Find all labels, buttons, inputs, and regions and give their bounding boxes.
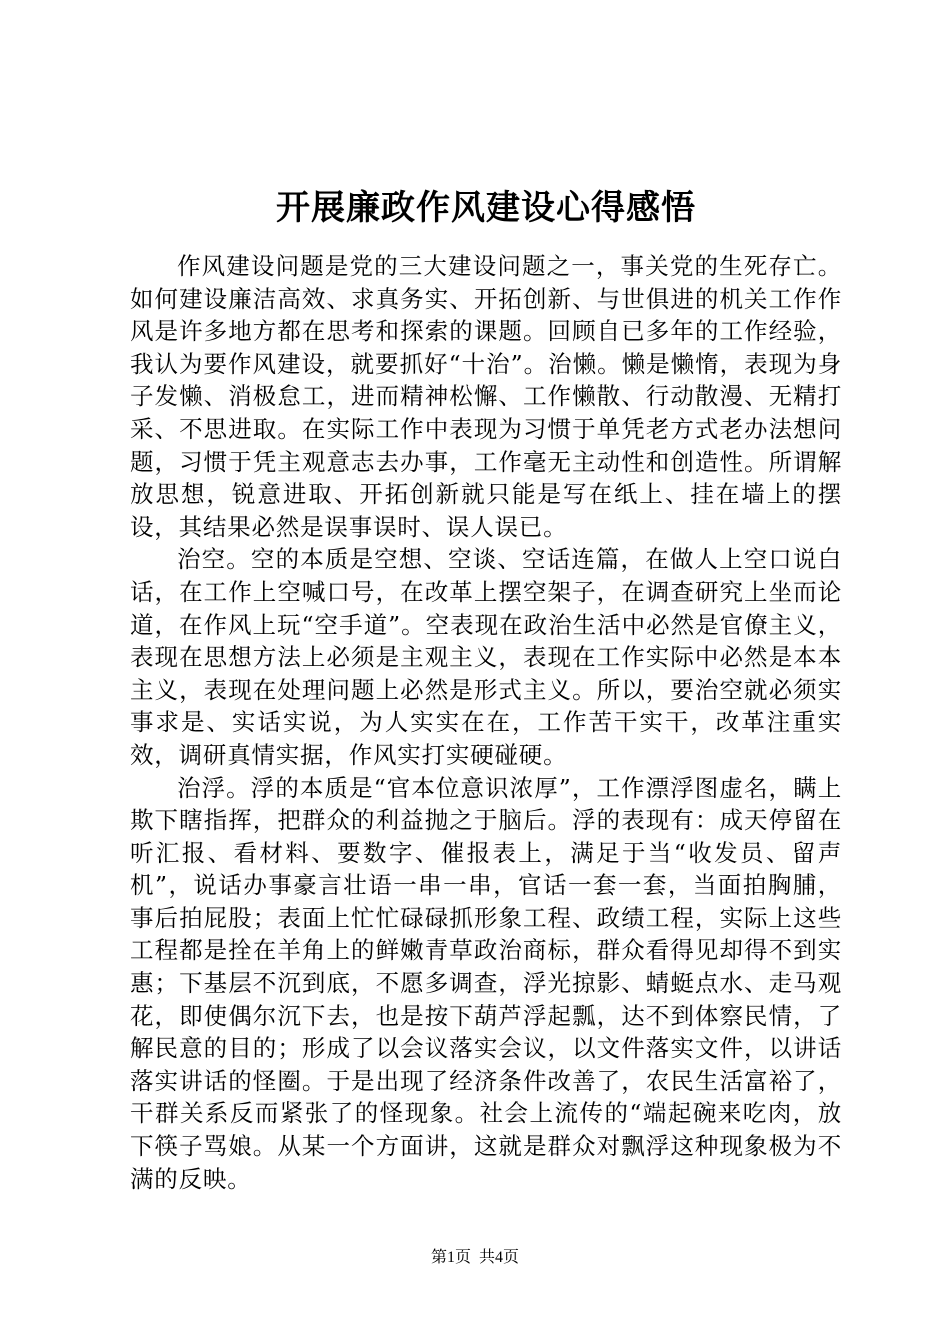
page-number-current: 第1页 xyxy=(430,1249,471,1266)
page-number-total: 共4页 xyxy=(479,1249,520,1266)
document-title: 开展廉政作风建设心得感悟 xyxy=(276,188,696,228)
paragraph-3: 治浮。浮的本质是“官本位意识浓厚”，工作漂浮图虚名，瞒上欺下瞎指挥，把群众的利益抛之于脑后。浮的表现有：成天停留在听汇报、看材料、要数字、催报表上，满足于当“收发员、留声机”，说话办事豪言壮语一串一串，官话一套一套，当面拍胸脯，事后拍屁股；表面上忙忙碌碌抓形象工程、政绩工程，实际上这些工程都是拴在羊角上的鲜嫩青草政治商标，群众看得见却得不到实惠；下基层不沉到底，不愿多调查，浮光掠影、蜻蜓点水、走马观花，即使偶尔沉下去，也是按下葫芦浮起瓢，达不到体察民情，了解民意的目的；形成了以会议落实会议，以文件落实文件，以讲话落实讲话的怪圈。于是出现了经济条件改善了，农民生活富裕了，干群关系反而紧张了的怪现象。社会上流传的“端起碗来吃肉，放下筷子骂娘。从某一个方面讲，这就是群众对飘浮这种现象极为不满的反映。 xyxy=(130,773,842,1193)
document-page xyxy=(130,180,842,1195)
paragraph-2: 治空。空的本质是空想、空谈、空话连篇，在做人上空口说白话，在工作上空喊口号，在改革上摆空架子，在调查研究上坐而论道，在作风上玩“空手道”。空表现在政治生活中必然是官僚主义，表现在思想方法上必须是主观主义，表现在工作实际中必然是本本主义，表现在处理问题上必然是形式主义。所以，要治空就必须实事求是、实话实说，为人实实在在，工作苦干实干，改革注重实效，调研真情实据，作风实打实硬碰硬。 xyxy=(130,545,842,769)
page-footer xyxy=(0,1244,950,1267)
paragraph-1: 作风建设问题是党的三大建设问题之一，事关党的生死存亡。如何建设廉洁高效、求真务实、开拓创新、与世俱进的机关工作作风是许多地方都在思考和探索的课题。回顾自已多年的工作经验，我认为要作风建设，就要抓好“十治”。治懒。懒是懒惰，表现为身子发懒、消极怠工，进而精神松懈、工作懒散、行动散漫、无精打采、不思进取。在实际工作中表现为习惯于单凭老方式老办法想问题，习惯于凭主观意志去办事，工作毫无主动性和创造性。所谓解放思想，锐意进取、开拓创新就只能是写在纸上、挂在墙上的摆设，其结果必然是误事误时、误人误已。 xyxy=(130,252,842,541)
